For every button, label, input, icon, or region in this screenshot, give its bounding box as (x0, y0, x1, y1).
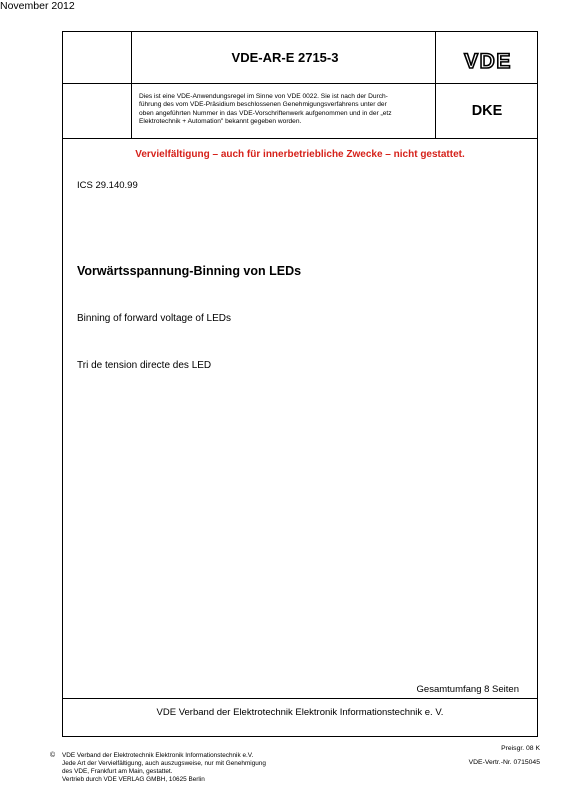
page-count: Gesamtumfang 8 Seiten (416, 684, 519, 695)
ics-code: ICS 29.140.99 (77, 180, 138, 191)
intro-text (139, 93, 433, 126)
divider-line (435, 32, 436, 138)
intro-line: oben angeführten Nummer in das VDE-Vorschriftenwerk aufgenommen und in der „etz (139, 109, 392, 117)
intro-line: Dies ist eine VDE-Anwendungsregel im Sinne von VDE 0022. Sie ist nach der Durch- (139, 93, 388, 100)
vde-logo (439, 41, 537, 79)
document-number: VDE-AR-E 2715-3 (231, 50, 339, 65)
divider-line (63, 698, 537, 699)
copyright-line: des VDE, Frankfurt am Main, gestattet. (62, 768, 173, 775)
copy-warning: Vervielfältigung – auch für innerbetriebliche Zwecke – nicht gestattet. (135, 149, 465, 160)
divider-line (131, 32, 132, 138)
title-english: Binning of forward voltage of LEDs (77, 313, 231, 324)
title-german: Vorwärtsspannung-Binning von LEDs (77, 264, 302, 278)
intro-line: Elektrotechnik + Automation" bekannt gegeben worden. (139, 117, 302, 125)
copyright-icon: © (50, 752, 56, 759)
copyright-line: VDE Verband der Elektrotechnik Elektronik Informationstechnik e.V. (62, 752, 254, 759)
dke-label: DKE (471, 103, 503, 119)
title-french: Tri de tension directe des LED (77, 360, 212, 371)
vde-logo-text: VDE (464, 50, 512, 73)
publisher-name: VDE Verband der Elektrotechnik Elektronik Informationstechnik e. V. (156, 707, 444, 718)
copyright-notice (50, 752, 266, 784)
copyright-line: Vertrieb durch VDE VERLAG GMBH, 10625 Berlin (62, 776, 205, 783)
divider-line (63, 138, 537, 139)
cover-frame (62, 31, 538, 737)
publication-date: November 2012 (0, 0, 75, 12)
price-group: Preisgr. 08 K (501, 745, 540, 752)
copyright-line: Jede Art der Vervielfältigung, auch auszugsweise, nur mit Genehmigung (62, 760, 266, 767)
divider-line (63, 83, 537, 84)
intro-line: führung des vom VDE-Präsidium beschlossenen Genehmigungsverfahrens unter der (139, 101, 387, 109)
order-number: VDE-Vertr.-Nr. 0715045 (468, 759, 540, 766)
